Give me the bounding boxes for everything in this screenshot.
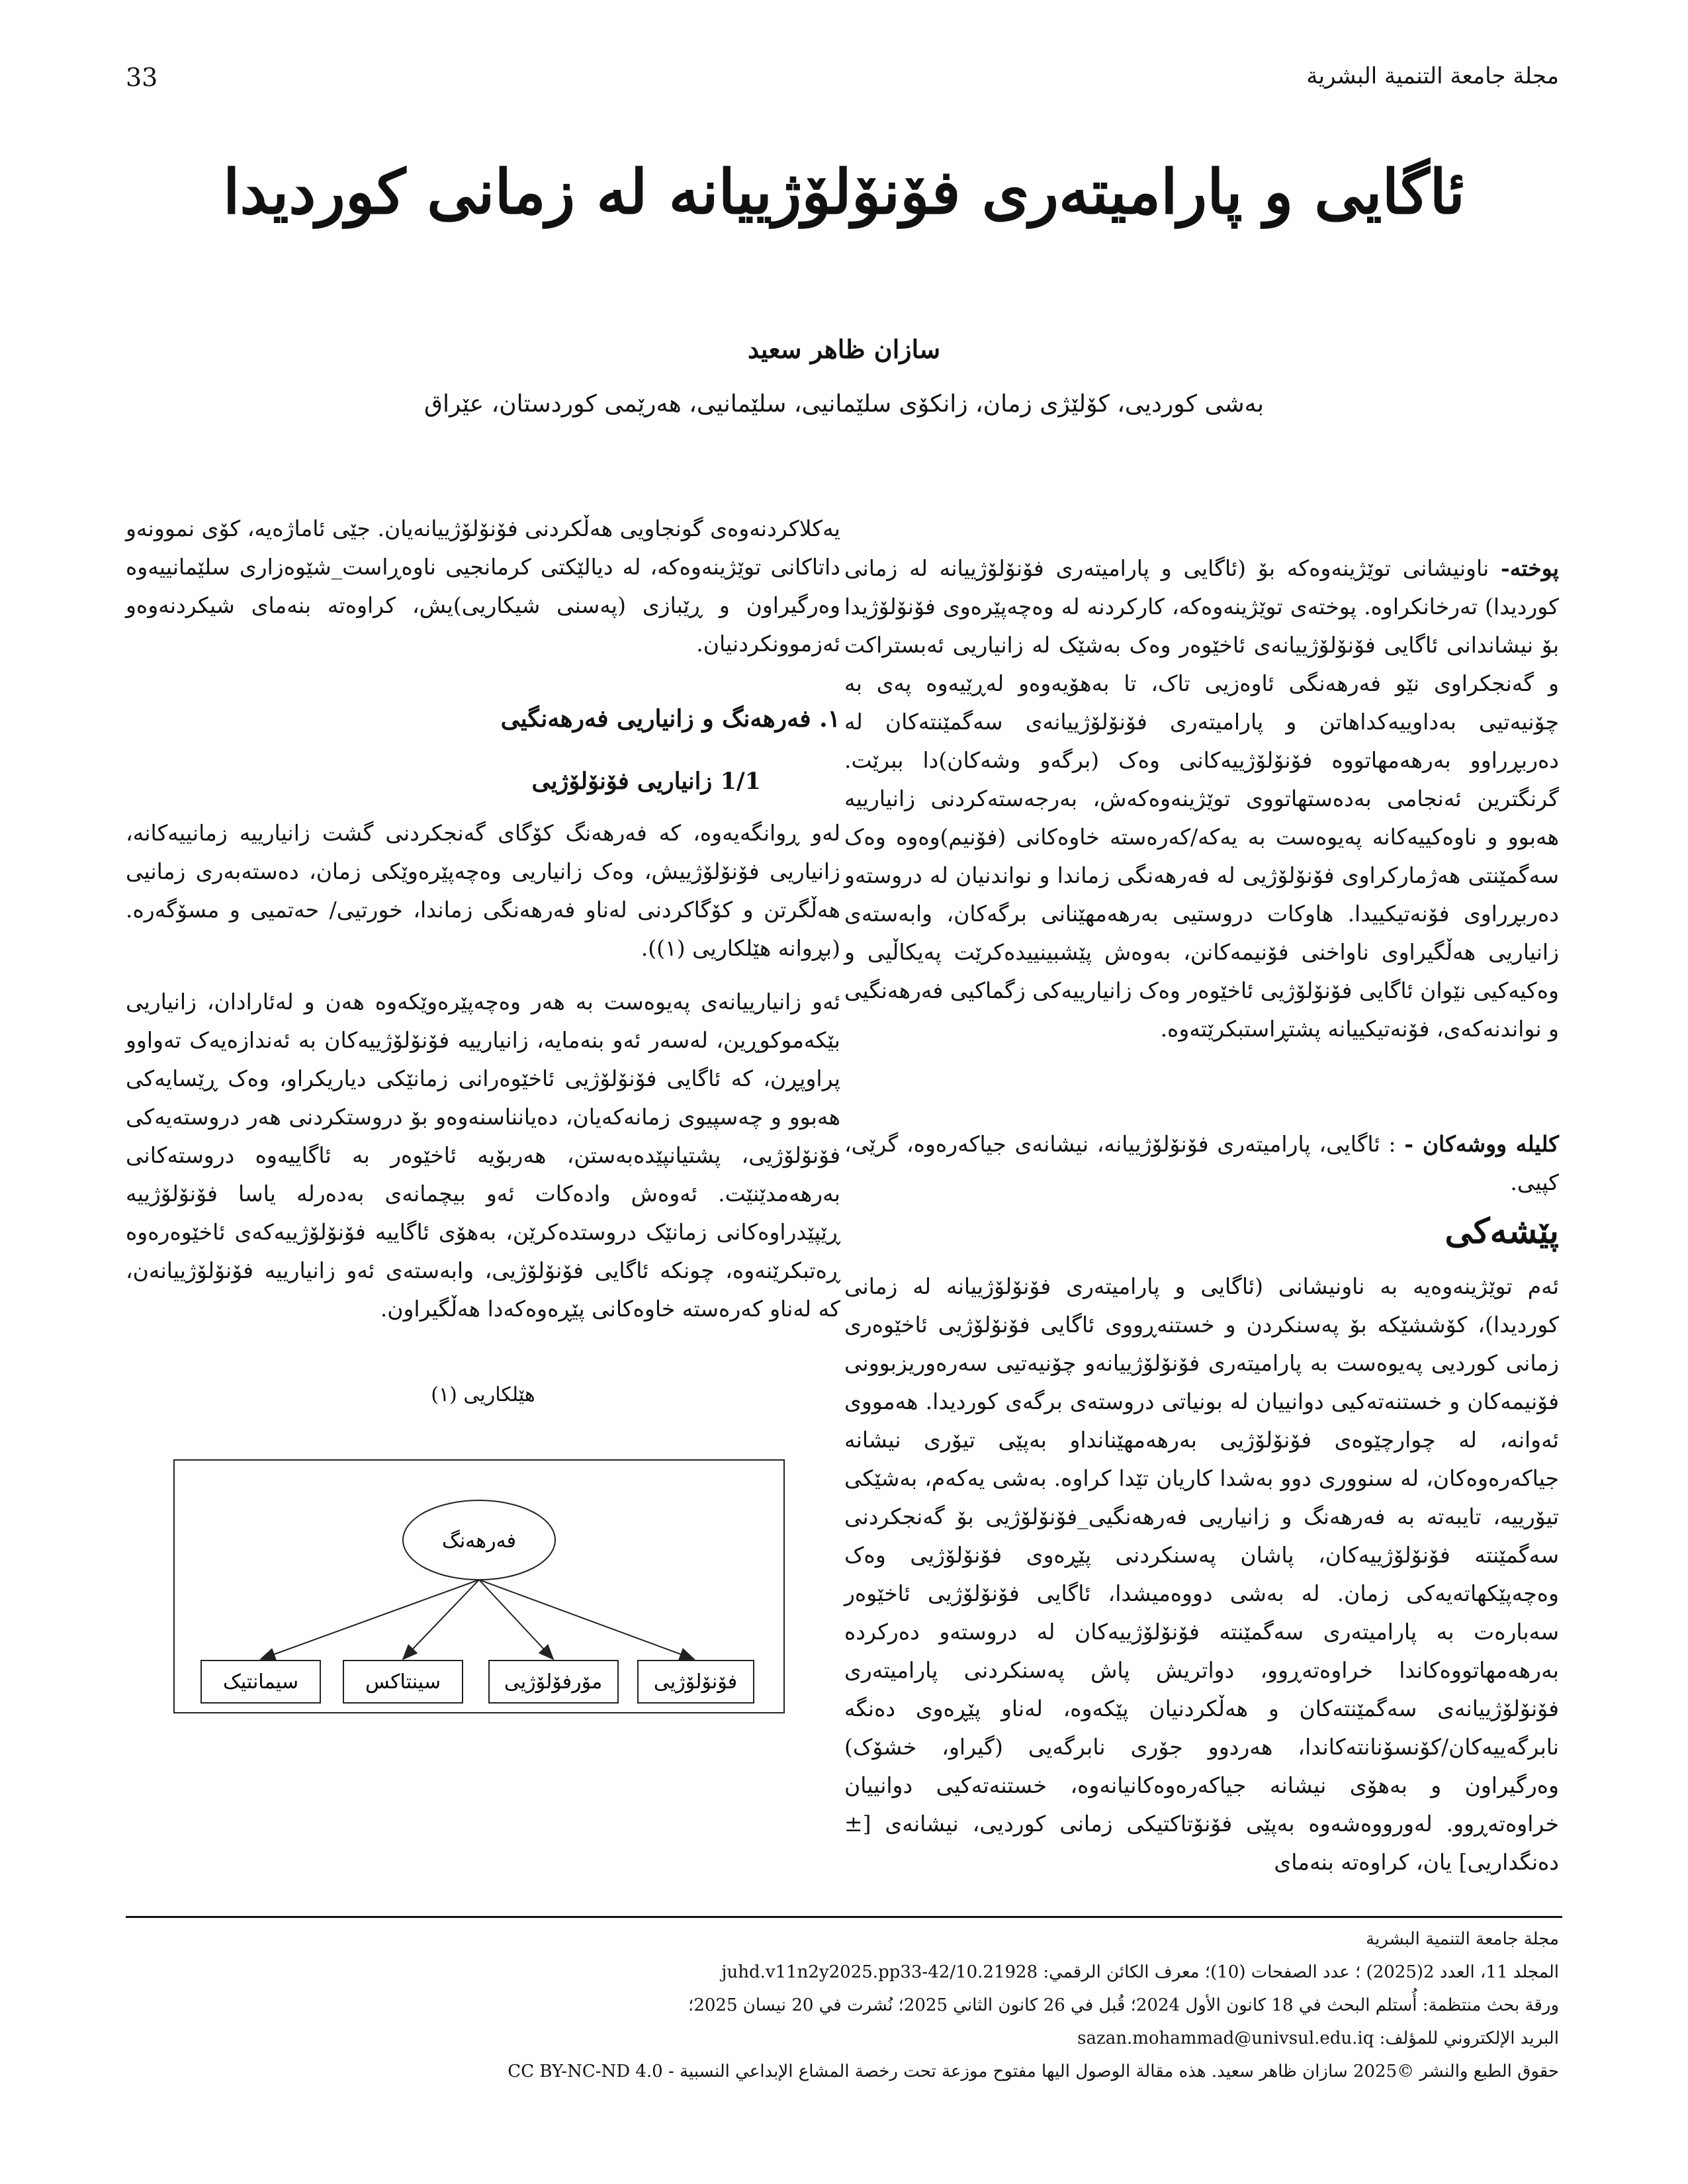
keywords-label: کلیلە ووشەکان - — [1404, 1131, 1559, 1157]
child-label-semantics: سیمانتیک — [223, 1670, 298, 1694]
abstract-label: پوختە- — [1501, 555, 1559, 581]
footer-received-dates: ورقة بحث منتظمة: أُستلم البحث في 18 كانون الأول 2024؛ قُبل في 26 كانون الثاني 2025؛ نُشرت في 20 نيسان 2025؛ — [688, 1995, 1559, 2015]
section-1-1-paragraph-2 — [126, 983, 840, 1328]
keywords-text: : ئاگایی، پارامیتەری فۆنۆلۆژییانە، نیشانەی جیاکەرەوە، گرێی، کپیی. — [844, 1131, 1559, 1195]
edge-to-morphology — [479, 1580, 553, 1659]
introduction-continued — [126, 510, 840, 663]
footer-volume-doi: المجلد 11، العدد 2(2025) ؛ عدد الصفحات (10)؛ معرف الكائن الرقمي: 10.21928/juhd.v11n2y2025.pp33-42 — [721, 1962, 1559, 1982]
section-1-1-paragraph-1 — [126, 814, 840, 968]
child-label-phonology: فۆنۆلۆژیی — [653, 1670, 738, 1694]
footer-copyright: حقوق الطبع والنشر ©2025 سازان ظاهر سعيد. هذه مقالة الوصول اليها مفتوح موزعة تحت رخصة المشاع الإبداعي النسبية - CC BY-NC-ND 4.0 — [508, 2062, 1559, 2081]
keywords — [844, 1125, 1559, 1202]
child-label-syntax: سینتاکس — [365, 1670, 441, 1694]
child-label-morphology: مۆرفۆلۆژیی — [504, 1670, 603, 1694]
paragraph-text: ئەو زانیارییانەی پەیوەست بە هەر وەچەپێرەوێکەوە هەن و لەئارادان، زانیاریی بێکەموکوڕین، لەسەر ئەو بنەمایە، زانیارییە فۆنۆلۆژییەکان بە ئەندازەیەک تەواوو پراوپڕن، کە ئاگایی فۆنۆلۆژیی ئاخێوەرانی زمانێکی دیاریکراو، وەک ڕێسایەکی هەبوو و چەسپیوی زمانەکەیان، دەیانناسنەوەو بۆ دروستکردنی هەر دروستەیەکی فۆنۆلۆژیی، پشتیانپێدەبەستن، هەربۆیە ئاخێوەر بە ئاگاییەوە دروستەکانی بەرهەمدێنێت. ئەوەش وادەکات ئەو بیچمانەی بەدەرلە یاسا فۆنۆلۆژییە ڕێپێدراوەکانی زمانێک دروستدەکرێن، بەهۆی ئاگاییە فۆنۆلۆژییەکەی ئاخێوەرەوە ڕەتبکرێنەوە، چونکە ئاگایی فۆنۆلۆژیی، وابەستەی ئەو زانیارییە فۆنۆلۆژییانەن، کە لەناو کەرەستە خاوەکانی پێڕەوەکەدا هەڵگیراون. — [126, 989, 840, 1322]
footer-divider — [126, 1916, 1562, 1918]
paragraph-text: لەو ڕوانگەیەوە، کە فەرهەنگ کۆگای گەنجکردنی گشت زانیارییە زمانییەکانە، زانیاریی فۆنۆلۆژییش، وەک زانیاریی وەچەپێرەوێکی زمان، دەستەبەری زمانیی هەڵگرتن و کۆگاکردنی لەناو فەرهەنگی زماندا، خورتیی/ حەتمیی و مسۆگەرە. (بڕوانە هێلکاریی (١)). — [126, 820, 840, 961]
footer-author-email: البريد الإلكتروني للمؤلف: sazan.mohammad@univsul.edu.iq — [1077, 2028, 1559, 2048]
abstract — [844, 549, 1559, 1048]
introduction-continued-text: یەکلاکردنەوەی گونجاویی هەڵکردنی فۆنۆلۆژییانەیان. جێی ئاماژەیە، کۆی نموونەو داتاکانی توێژینەوەکە، لە دیالێکتی کرمانجیی ناوەڕاست_شێوەزاری سلێمانییەوە وەرگیراون و ڕێبازی (پەسنی شیکاریی)یش، کراوەتە بنەمای شیکردنەوەو ئەزموونکردنیان. — [126, 516, 840, 657]
abstract-text: ناونیشانی توێژینەوەکە بۆ (ئاگایی و پارامیتەری فۆنۆلۆژییانە لە زمانی کوردیدا) تەرخانکراوە. پوختەی توێژینەوەکە، کارکردنە لە وەچەپێرەوی فۆنۆلۆژیدا بۆ نیشاندانی ئاگایی فۆنۆلۆژییانەی ئاخێوەر وەک بەشێک لە زانیاریی ئەبستراکت و گەنجکراوی نێو فەرهەنگی ئاوەزیی تاک، تا بەهۆیەوەو لەڕێیەوە پەی بە چۆنیەتیی بەداوییەکداهاتن و پارامیتەری فۆنۆلۆژییانەی سەگمێنتەکان لە دەربڕراوو بەرهەمهاتووە فۆنۆلۆژییەکانی وەک (برگەو وشەکان)دا ببرێت. گرنگترین ئەنجامی بەدەستهاتووی توێژینەوەکەش، بەرجەستەکردنی زانیارییە هەبوو و ناوەکییەکانە پەیوەست بە یەکە/کەرەستە خاوەکانی (فۆنیم)وەوە وەک سەگمێنتی هەژمارکراوی فۆنۆلۆژیی لە فەرهەنگی زماندا و نواندنیان لە دروستەو دەربڕراوی فۆنەتیکییدا. هاوکات دروستیی بەرهەمهێنانی برگەکان، وابەستەی زانیاریی هەڵگیراوی ناواخنی فۆنیمەکانن، بەوەش پێشبینییدەکرێت پەیکاڵیی و وەکیەکیی نێوان ئاگایی فۆنۆلۆژیی ئاخێوەر وەک زانیارییەکی زگماکیی فەرهەنگیی و نواندنەکەی، فۆنەتیکییانە پشتڕاستبکرێتەوە. — [844, 555, 1559, 1042]
section-1-heading: ١. فەرهەنگ و زانیاریی فەرهەنگیی — [500, 705, 840, 733]
paper-title: ئاگایی و پارامیتەری فۆنۆلۆژییانە لە زمانی کوردیدا — [222, 156, 1466, 228]
root-node-label: فەرهەنگ — [441, 1529, 517, 1553]
diagram-canvas — [175, 1461, 783, 1712]
introduction — [844, 1267, 1559, 1882]
author-affiliation: بەشی کوردیی، کۆلێژی زمان، زانکۆی سلێمانیی، سلێمانیی، هەرێمی کوردستان، عێراق — [424, 390, 1264, 418]
introduction-text: ئەم توێژینەوەیە بە ناونیشانی (ئاگایی و پارامیتەری فۆنۆلۆژییانە لە زمانی کوردیدا)، کۆششێکە بۆ پەسنکردن و خستنەڕووی ئاگایی فۆنۆلۆژیی ئاخێوەری زمانی کوردیی پەیوەست بە پارامیتەری فۆنۆلۆژییانەو چۆنیەتیی سەرەوریزبوونی فۆنیمەکان و خستنەتەکیی دوانییان لە بونیاتی دروستەی برگەی کوردیدا. هەمووی ئەوانە، لە چوارچێوەی فۆنۆلۆژیی بەرهەمهێنانداو بەپێی تیۆری نیشانە جیاکەرەوەکان، لە سنووری دوو بەشدا کاریان تێدا کراوە. بەشی یەکەم، بەشێکی تیۆرییە، تایبەتە بە فەرهەنگ و زانیاریی فەرهەنگیی_فۆنۆلۆژیی بۆ گەنجکردنی سەگمێنتە فۆنۆلۆژییەکان، پاشان پەسنکردنی پێڕەوی فۆنۆلۆژیی وەک وەچەپێکهاتەیەکی زمان. لە بەشی دووەمیشدا، ئاگایی فۆنۆلۆژیی ئاخێوەر سەبارەت بە پارامیتەری سەگمێنتە فۆنۆلۆژییەکان لە دروستەو دەرکردە بەرهەمهاتووەکاندا خراوەتەڕوو، دواتریش پاش پەسنکردنی پارامیتەری فۆنۆلۆژییانەی سەگمێنتەکان و هەڵکردنیان پێکەوە، لەناو پێڕەوی دەنگە نابرگەییەکان/کۆنسۆنانتەکاندا، هەردوو جۆری نابرگەیی (گیراو، خشۆک) وەرگیراون و بەهۆی نیشانە جیاکەرەوەکانیانەوە، خستنەتەکیی دوانییان خراوەتەڕوو. لەورووەشەوە بەپێی فۆنۆتاکتیکی زمانی کوردیی، نیشانەی [± دەنگداریی] یان، کراوەتە بنەمای — [844, 1273, 1559, 1875]
running-header: مجلة جامعة التنمية البشرية — [1306, 63, 1559, 89]
introduction-heading: پێشەکی — [1444, 1211, 1559, 1251]
edge-to-syntax — [403, 1580, 479, 1659]
author-name: سازان ظاهر سعيد — [747, 334, 941, 364]
edge-to-semantics — [261, 1580, 479, 1659]
page-number: 33 — [126, 63, 158, 92]
figure-caption: هێلکاریی (١) — [431, 1383, 535, 1406]
footer-journal: مجلة جامعة التنمية البشرية — [1366, 1929, 1559, 1949]
edge-to-phonology — [479, 1580, 694, 1659]
section-1-1-heading: 1/1 زانیاریی فۆنۆلۆژیی — [531, 768, 761, 795]
figure-diagram — [173, 1459, 785, 1713]
